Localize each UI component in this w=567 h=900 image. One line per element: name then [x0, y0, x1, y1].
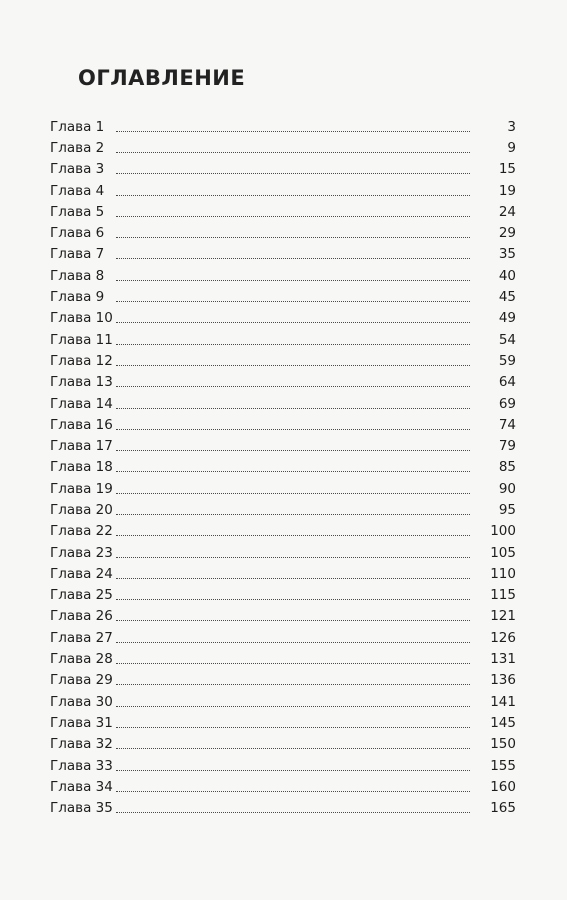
toc-entry-page-number: 110 — [490, 565, 516, 582]
toc-entry-label: Глава 13 — [50, 374, 113, 391]
toc-entry-page-number: 165 — [490, 800, 516, 817]
toc-entry — [50, 222, 516, 243]
dot-leader — [116, 641, 470, 643]
toc-entry — [50, 159, 516, 180]
toc-entry-label: Глава 25 — [50, 587, 113, 604]
toc-entry — [50, 116, 516, 137]
dot-leader — [116, 321, 470, 323]
dot-leader — [116, 236, 470, 238]
toc-entry — [50, 265, 516, 286]
toc-entry-page-number: 64 — [498, 374, 516, 391]
toc-entry-page-number: 160 — [490, 778, 516, 795]
toc-entry-label: Глава 34 — [50, 778, 113, 795]
toc-entry-page-number: 85 — [498, 459, 516, 476]
toc-entry-page-number: 35 — [498, 246, 516, 263]
toc-entry-page-number: 150 — [490, 736, 516, 753]
toc-entry — [50, 244, 516, 265]
dot-leader — [116, 194, 470, 196]
toc-entry — [50, 308, 516, 329]
toc-entry — [50, 712, 516, 733]
toc-entry-label: Глава 12 — [50, 352, 113, 369]
toc-entry-label: Глава 8 — [50, 267, 105, 284]
dot-leader — [116, 385, 470, 387]
dot-leader — [116, 534, 470, 536]
dot-leader — [116, 811, 470, 813]
toc-entry — [50, 521, 516, 542]
toc-entry — [50, 201, 516, 222]
dot-leader — [116, 556, 470, 558]
toc-entry-label: Глава 27 — [50, 629, 113, 646]
toc-entry-label: Глава 17 — [50, 438, 113, 455]
toc-entry-page-number: 74 — [498, 416, 516, 433]
dot-leader — [116, 769, 470, 771]
dot-leader — [116, 747, 470, 749]
toc-entry-page-number: 9 — [507, 139, 516, 156]
toc-entry — [50, 137, 516, 158]
toc-entry — [50, 798, 516, 819]
toc-entry-page-number: 40 — [498, 267, 516, 284]
dot-leader — [116, 279, 470, 281]
toc-entry-label: Глава 18 — [50, 459, 113, 476]
toc-entry-page-number: 45 — [498, 289, 516, 306]
toc-entry-label: Глава 16 — [50, 416, 113, 433]
dot-leader — [116, 492, 470, 494]
dot-leader — [116, 300, 470, 302]
toc-entry-page-number: 69 — [498, 395, 516, 412]
toc-entry — [50, 563, 516, 584]
toc-entry-label: Глава 33 — [50, 757, 113, 774]
toc-entry-label: Глава 23 — [50, 544, 113, 561]
toc-entry-page-number: 54 — [498, 331, 516, 348]
dot-leader — [116, 343, 470, 345]
toc-entry — [50, 670, 516, 691]
toc-entry-label: Глава 1 — [50, 118, 105, 135]
toc-entry — [50, 393, 516, 414]
toc-entry-label: Глава 30 — [50, 693, 113, 710]
dot-leader — [116, 726, 470, 728]
toc-entry-label: Глава 32 — [50, 736, 113, 753]
dot-leader — [116, 428, 470, 430]
toc-entry-label: Глава 9 — [50, 289, 105, 306]
toc-entry — [50, 435, 516, 456]
toc-entry-label: Глава 29 — [50, 672, 113, 689]
toc-entry — [50, 648, 516, 669]
toc-entry — [50, 734, 516, 755]
toc-entry — [50, 691, 516, 712]
toc-entry — [50, 542, 516, 563]
toc-entry-page-number: 100 — [490, 523, 516, 540]
toc-entry-label: Глава 3 — [50, 161, 105, 178]
dot-leader — [116, 215, 470, 217]
toc-entry-label: Глава 4 — [50, 182, 105, 199]
toc-entry-page-number: 59 — [498, 352, 516, 369]
toc-entry — [50, 329, 516, 350]
toc-entry — [50, 627, 516, 648]
toc-entry-label: Глава 5 — [50, 203, 105, 220]
dot-leader — [116, 470, 470, 472]
toc-entry-label: Глава 22 — [50, 523, 113, 540]
dot-leader — [116, 683, 470, 685]
toc-entry-page-number: 15 — [498, 161, 516, 178]
toc-entry-page-number: 49 — [498, 310, 516, 327]
toc-entry-label: Глава 14 — [50, 395, 113, 412]
toc-entry — [50, 180, 516, 201]
dot-leader — [116, 130, 470, 132]
toc-entry — [50, 499, 516, 520]
dot-leader — [116, 407, 470, 409]
toc-entry-page-number: 145 — [490, 714, 516, 731]
toc-entry-label: Глава 20 — [50, 501, 113, 518]
toc-entry-label: Глава 31 — [50, 714, 113, 731]
toc-entry-label: Глава 7 — [50, 246, 105, 263]
toc-entry-page-number: 79 — [498, 438, 516, 455]
dot-leader — [116, 257, 470, 259]
toc-entry-page-number: 155 — [490, 757, 516, 774]
toc-entry-page-number: 131 — [490, 651, 516, 668]
toc-entry — [50, 606, 516, 627]
toc-entry — [50, 286, 516, 307]
toc-entry-label: Глава 28 — [50, 651, 113, 668]
dot-leader — [116, 513, 470, 515]
toc-entry-page-number: 141 — [490, 693, 516, 710]
toc-entry — [50, 478, 516, 499]
dot-leader — [116, 172, 470, 174]
dot-leader — [116, 662, 470, 664]
toc-entry-label: Глава 6 — [50, 225, 105, 242]
toc-entry-label: Глава 10 — [50, 310, 113, 327]
toc-entry-label: Глава 24 — [50, 565, 113, 582]
page-title: ОГЛАВЛЕНИЕ — [78, 66, 246, 90]
toc-entry — [50, 414, 516, 435]
toc-entry-page-number: 29 — [498, 225, 516, 242]
toc-entry — [50, 350, 516, 371]
toc-entry-page-number: 105 — [490, 544, 516, 561]
toc-entry-label: Глава 2 — [50, 139, 105, 156]
toc-entry — [50, 585, 516, 606]
dot-leader — [116, 449, 470, 451]
toc-entry — [50, 755, 516, 776]
dot-leader — [116, 790, 470, 792]
toc-entry-page-number: 90 — [498, 480, 516, 497]
dot-leader — [116, 598, 470, 600]
toc-entry-page-number: 121 — [490, 608, 516, 625]
toc-entry-label: Глава 19 — [50, 480, 113, 497]
toc-entry-page-number: 24 — [498, 203, 516, 220]
toc-entry-page-number: 95 — [498, 501, 516, 518]
toc-entry-label: Глава 11 — [50, 331, 113, 348]
toc-entry-page-number: 136 — [490, 672, 516, 689]
toc-entry-page-number: 19 — [498, 182, 516, 199]
toc-entry-label: Глава 26 — [50, 608, 113, 625]
dot-leader — [116, 705, 470, 707]
toc-entry-page-number: 126 — [490, 629, 516, 646]
toc-entry-label: Глава 35 — [50, 800, 113, 817]
toc-entry — [50, 372, 516, 393]
dot-leader — [116, 577, 470, 579]
toc-entry — [50, 776, 516, 797]
dot-leader — [116, 619, 470, 621]
table-of-contents — [50, 116, 516, 819]
toc-entry-page-number: 3 — [507, 118, 516, 135]
toc-entry — [50, 457, 516, 478]
dot-leader — [116, 364, 470, 366]
toc-entry-page-number: 115 — [490, 587, 516, 604]
dot-leader — [116, 151, 470, 153]
